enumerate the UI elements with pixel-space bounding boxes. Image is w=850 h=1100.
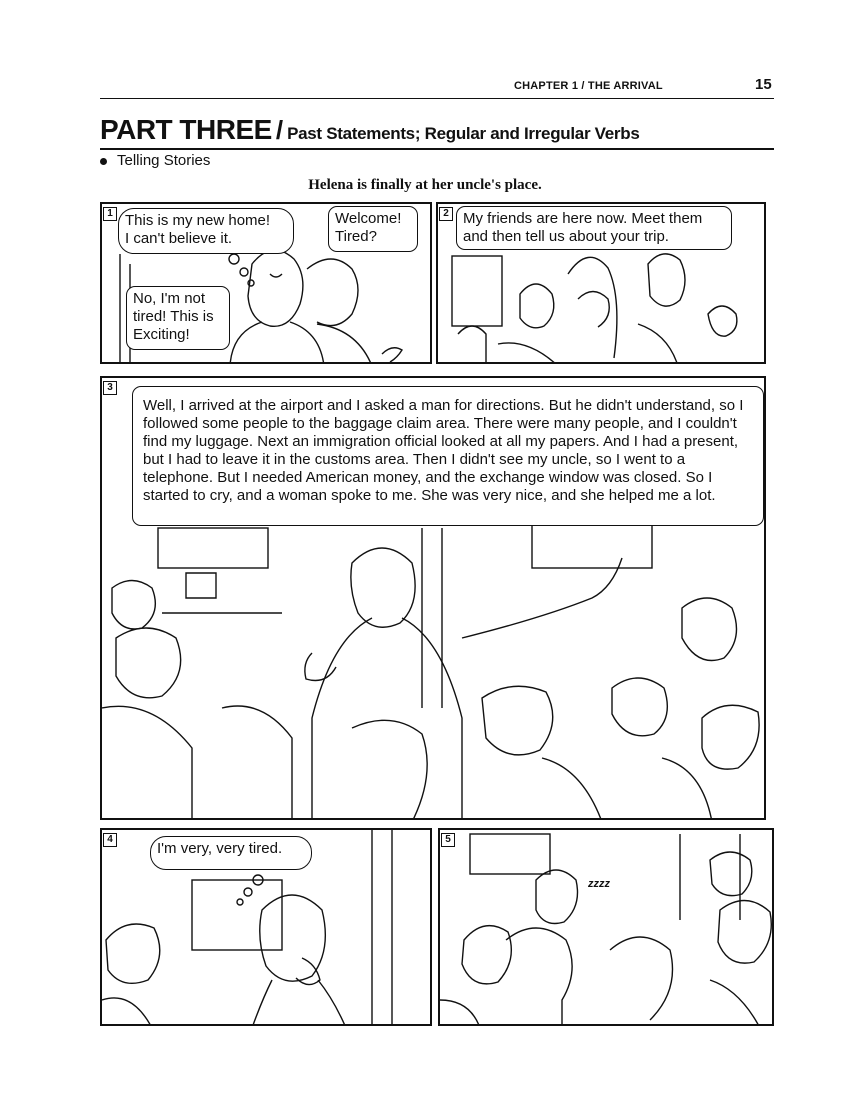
panel-number-1: 1 [103, 207, 117, 221]
speech-bubble-helena-home: This is my new home! I can't believe it. [118, 208, 294, 254]
chapter-heading: CHAPTER 1 / THE ARRIVAL [514, 80, 663, 92]
part-title-slash: / [275, 115, 284, 145]
comic-panel-5 [438, 828, 774, 1026]
speech-bubble-helena-story: Well, I arrived at the airport and I asked a man for directions. But he didn't understand, so I followed some people to the baggage claim area. There were many people, and I couldn't find my luggage. Next an immigration official looked at all my papers. And I had a present, but I had to leave it in the customs area. Then I didn't see my uncle, so I went to a telephone. But I needed American money, and the exchange window was closed. So I started to cry, and a woman spoke to me. She was very nice, and she helped me a lot. [132, 386, 764, 526]
panel-number-3: 3 [103, 381, 117, 395]
bullet-text: Telling Stories [117, 152, 211, 169]
comic-panel-3 [100, 376, 766, 820]
speech-bubble-uncle-welcome: Welcome! Tired? [328, 206, 418, 252]
panel-number-2: 2 [439, 207, 453, 221]
title-rule [100, 148, 774, 150]
comic-panel-1 [100, 202, 432, 364]
part-title [100, 114, 640, 146]
comic-panel-4 [100, 828, 432, 1026]
section-bullet [100, 152, 210, 169]
speech-bubble-helena-not-tired: No, I'm not tired! This is Exciting! [126, 286, 230, 350]
snore-sound-effect: zzzz [588, 878, 610, 890]
part-title-main: PART THREE [100, 114, 272, 145]
thought-bubble-very-tired: I'm very, very tired. [150, 836, 312, 870]
speech-bubble-uncle-meet-friends: My friends are here now. Meet them and then tell us about your trip. [456, 206, 732, 250]
page-number: 15 [755, 76, 772, 93]
comic-panel-2 [436, 202, 766, 364]
panel-number-4: 4 [103, 833, 117, 847]
story-caption: Helena is finally at her uncle's place. [308, 177, 542, 193]
part-subtitle: Past Statements; Regular and Irregular Verbs [287, 124, 640, 143]
panel-number-5: 5 [441, 833, 455, 847]
panel-5-illustration [440, 830, 774, 1026]
header-rule [100, 98, 774, 99]
bullet-dot-icon [100, 158, 107, 165]
